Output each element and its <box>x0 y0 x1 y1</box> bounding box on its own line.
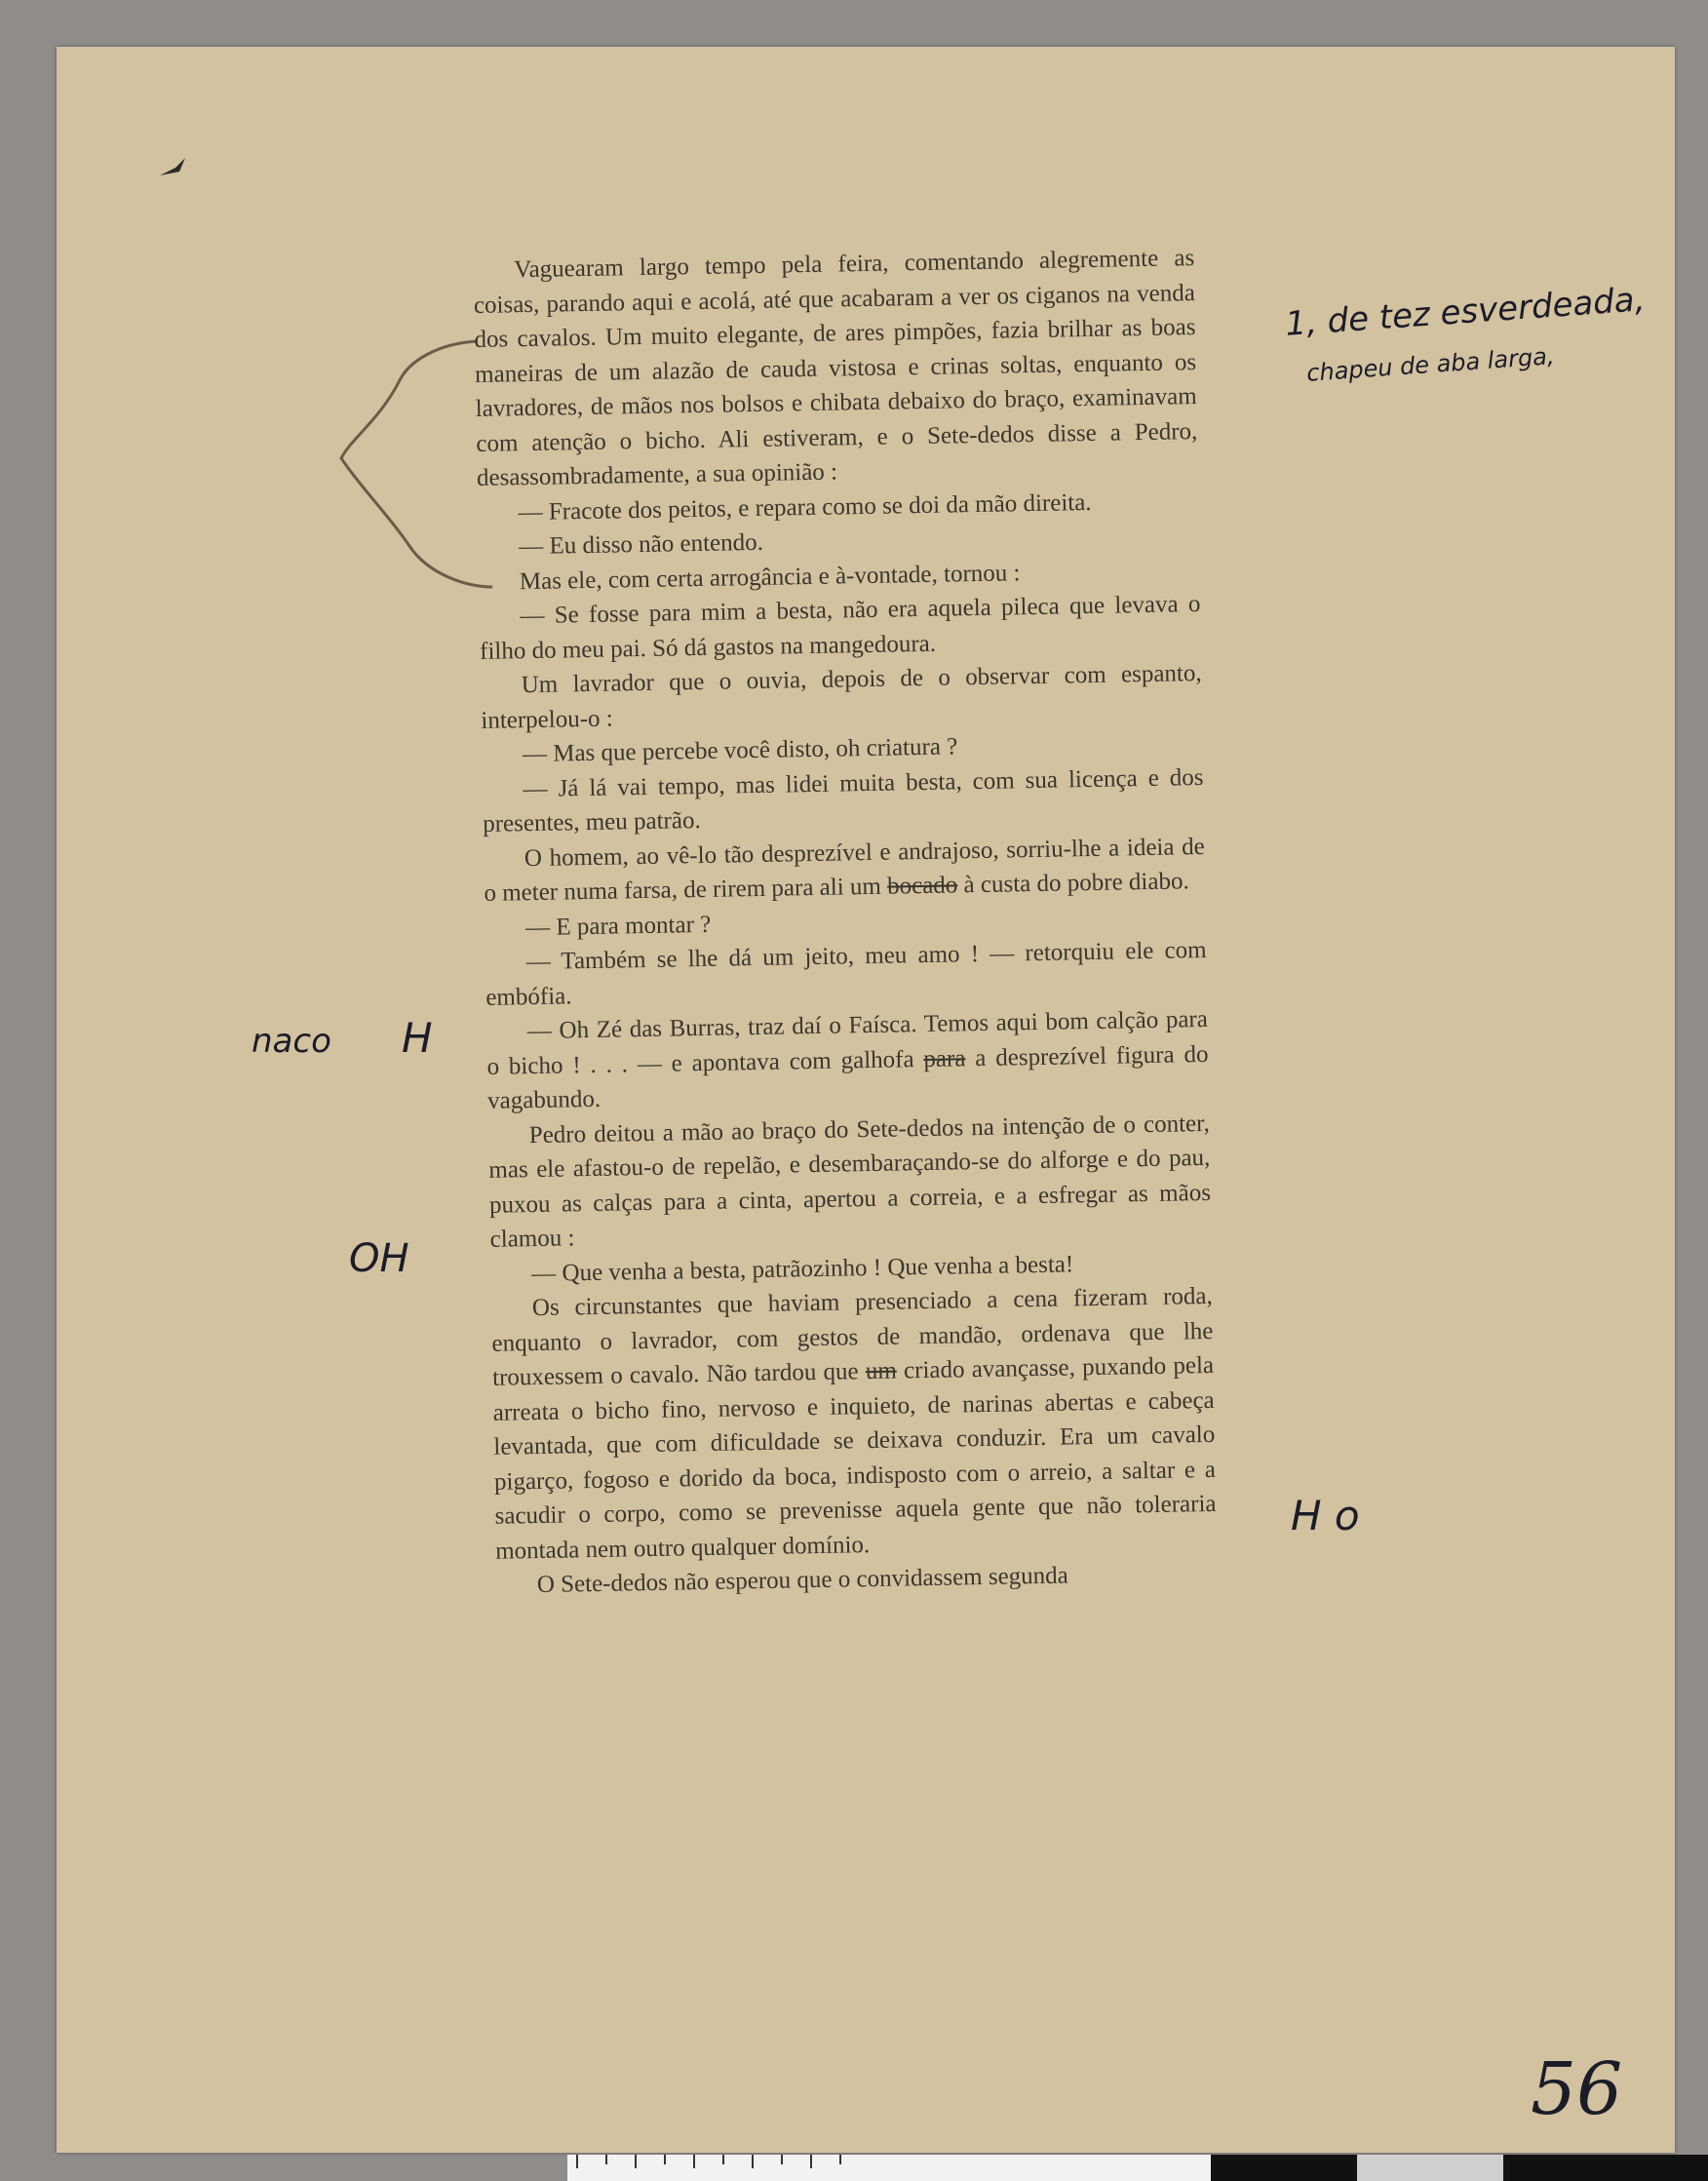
ink-mark <box>156 146 195 185</box>
paragraph: Pedro deitou a mão ao braço do Sete-dedos na intenção de o conter, mas ele afastou-o de repelão, e desembaraçando-se do alforge e do pau, puxou as calças para a cinta, apertou a correia, e a esfregar as mãos clamou : <box>488 1110 1212 1253</box>
paragraph: — Também se lhe dá um jeito, meu amo ! — retorquiu ele com embófia. <box>485 936 1207 1011</box>
paragraph: — Já lá vai tempo, mas lidei muita besta, com sua licença e dos presentes, meu patrão. <box>482 763 1204 837</box>
handwritten-note-h: H <box>402 1014 433 1062</box>
handwritten-note-maco: naco <box>252 1022 331 1061</box>
paragraph <box>484 829 1206 911</box>
paragraph: — Fracote dos peitos, e repara como se doi da mão direita. <box>518 488 1092 526</box>
page-number: 56 <box>1531 2047 1623 2131</box>
paragraph-text: criado avançasse, puxando pela arreata o bicho fino, nervoso e inquieto, de narinas abertas e cabeça levantada, que com dificuldade se deixava conduzir. Era um cavalo pigarço, fogoso e dorido da boca, indisposto com o arreio, a saltar e a sacudir o corpo, como se prevenisse aquela gente que não toleraria montada nem outro qualquer domínio. <box>492 1351 1217 1565</box>
scale-ruler <box>567 2155 1708 2181</box>
handwritten-note-ho: H o <box>1291 1492 1360 1539</box>
struck-word: bocado <box>886 872 958 900</box>
paragraph: — Que venha a besta, patrãozinho ! Que venha a besta! <box>531 1250 1074 1287</box>
paragraph-text: — Oh Zé das Burras, traz daí o Faísca. Temos aqui bom calção para o bicho ! . . . — e apontava com galhofa <box>486 1005 1209 1080</box>
paragraph <box>486 1002 1210 1118</box>
paragraph-text: O homem, ao vê-lo tão desprezível e andrajoso, sorriu-lhe a ideia de o meter numa farsa, de rirem para ali um <box>484 833 1205 907</box>
paragraph: O Sete-dedos não esperou que o convidassem segunda <box>536 1562 1068 1599</box>
paragraph: Vaguearam largo tempo pela feira, comentando alegremente as coisas, parando aqui e acolá, até que acabaram a ver os ciganos na venda dos cavalos. Um muito elegante, de ares pimpões, fazia brilhar as boas maneiras de um alazão de cauda vistosa e crinas soltas, enquanto os lavradores, de mãos nos bolsos e chibata debaixo do braço, examinavam com atenção o bicho. Ali estiveram, e o Sete-dedos disse a Pedro, desassombradamente, a sua opinião : <box>473 245 1198 491</box>
paragraph-text: Os circunstantes que haviam presenciado a cena fizeram roda, enquanto o lavrador, com gestos de mandão, ordenava que lhe trouxessem o cavalo. Não tardou que <box>491 1282 1214 1391</box>
struck-word: para <box>923 1044 966 1072</box>
paragraph <box>491 1279 1218 1569</box>
pencil-bracket-mark <box>322 331 497 604</box>
paragraph: — Eu disso não entendo. <box>519 528 764 561</box>
typescript-text <box>473 241 1218 1603</box>
struck-word: um <box>865 1357 898 1385</box>
handwritten-note-top-line1: 1, de tez esverdeada, <box>1284 280 1647 344</box>
paragraph: Um lavrador que o ouvia, depois de o observar com espanto, interpelou-o : <box>481 660 1202 734</box>
handwritten-note-top-line2: chapeu de aba larga, <box>1305 342 1556 387</box>
paragraph: — E para montar ? <box>524 911 712 941</box>
paragraph-text: a desprezível figura do vagabundo. <box>486 1040 1209 1114</box>
paragraph: — Mas que percebe você disto, oh criatura ? <box>522 733 958 768</box>
paragraph: — Se fosse para mim a besta, não era aquela pileca que levava o filho do meu pai. Só dá gastos na mangedoura. <box>479 591 1201 665</box>
paragraph: Mas ele, com certa arrogância e à-vontade, tornou : <box>519 559 1021 595</box>
paragraph-text: à custa do pobre diabo. <box>963 868 1189 899</box>
handwritten-note-oh: OH <box>349 1236 409 1281</box>
ruler-ticks <box>567 2155 1708 2181</box>
